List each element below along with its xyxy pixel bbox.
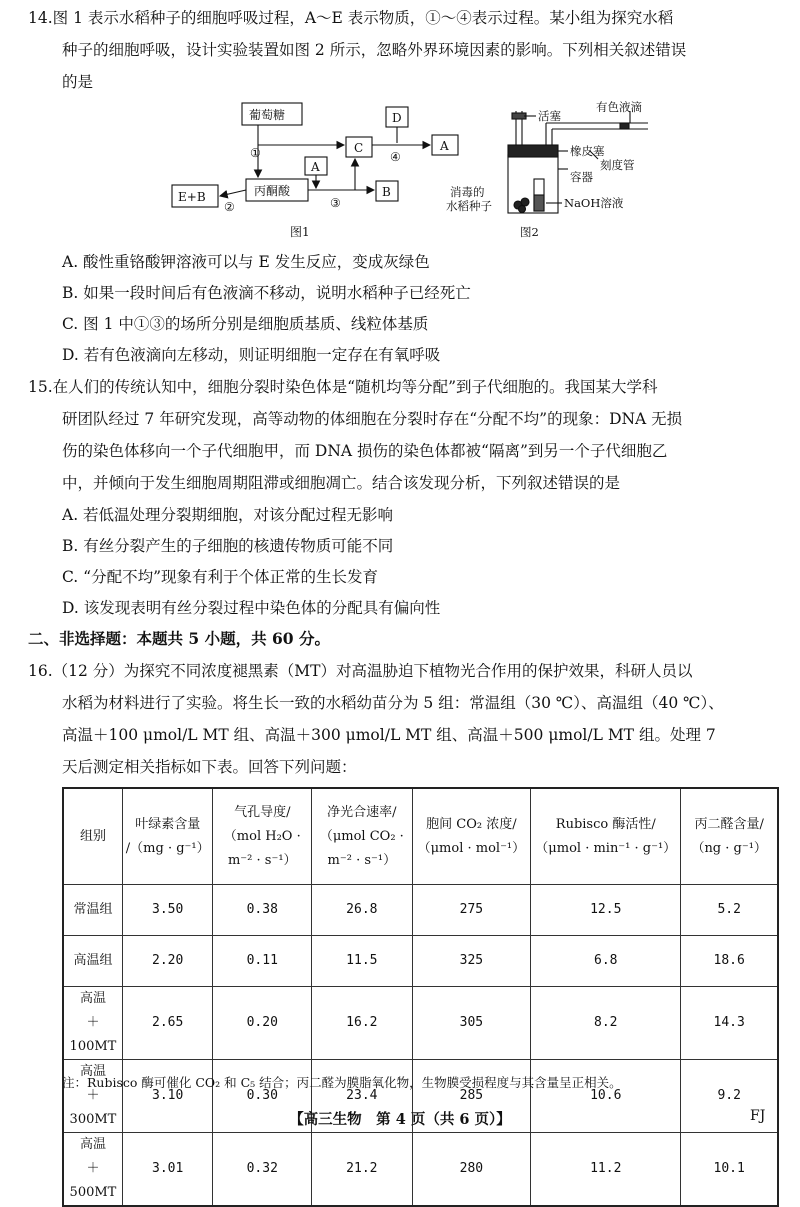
c-label: C [354, 141, 364, 155]
naoh-label: NaOH溶液 [564, 196, 624, 210]
header-chlorophyll: 叶绿素含量 /（mg · g⁻¹） [122, 788, 213, 885]
table-note: 注：Rubisco 酶可催化 CO₂ 和 C₅ 结合；丙二醛为膜脂氧化物，生物膜受损程度与其含量呈正相关。 [62, 1075, 622, 1090]
header-co2: 胞间 CO₂ 浓度/ （μmol · mol⁻¹） [412, 788, 530, 885]
page-footer: 【高三生物 第 4 页（共 6 页）】 [289, 1111, 511, 1128]
q14-option-b: B. 如果一段时间后有色液滴不移动，说明水稻种子已经死亡 [62, 284, 471, 302]
q14-stem-line3: 的是 [62, 73, 94, 91]
q14-option-c: C. 图 1 中①③的场所分别是细胞质基质、线粒体基质 [62, 315, 429, 333]
process-2: ② [224, 200, 235, 214]
q16-stem-line2: 水稻为材料进行了实验。将生长一致的水稻幼苗分为 5 组：常温组（30 ℃）、高温组（40 ℃）、 [62, 694, 724, 712]
figure1-caption: 图1 [290, 225, 310, 239]
process-1: ① [250, 146, 261, 160]
container-label: 容器 [570, 170, 593, 184]
section-heading: 二、非选择题：本题共 5 小题，共 60 分。 [28, 629, 330, 648]
q14-option-d: D. 若有色液滴向左移动，则证明细胞一定存在有氧呼吸 [62, 346, 441, 364]
header-mda: 丙二醛含量/ （ng · g⁻¹） [681, 788, 778, 885]
seeds-label-2: 水稻种子 [446, 199, 492, 213]
q14-option-a: A. 酸性重铬酸钾溶液可以与 E 发生反应，变成灰绿色 [62, 253, 430, 271]
seeds-label-1: 消毒的 [450, 185, 485, 199]
table-row: 高温 ＋100MT 2.65 0.20 16.2 305 8.2 14.3 [63, 987, 778, 1060]
stopcock-valve [512, 113, 526, 119]
header-stomatal: 气孔导度/ （mol H₂O · m⁻² · s⁻¹） [213, 788, 312, 885]
stopcock-label: 活塞 [538, 109, 561, 123]
q16-stem-line3: 高温＋100 μmol/L MT 组、高温＋300 μmol/L MT 组、高温＋500 μmol/L MT 组。处理 7 [62, 726, 716, 744]
a-right-label: A [440, 139, 449, 153]
q14-stem-line2: 种子的细胞呼吸，设计实验装置如图 2 所示，忽略外界环境因素的影响。下列相关叙述错误 [62, 41, 687, 59]
scale-tube-label: 刻度管 [600, 158, 635, 172]
a-top-label: A [311, 160, 320, 174]
q15-stem-line1: 15.在人们的传统认知中，细胞分裂时染色体是“随机均等分配”到子代细胞的。我国某大学科 [28, 378, 658, 396]
q16-stem-line1: 16.（12 分）为探究不同浓度褪黑素（MT）对高温胁迫下植物光合作用的保护效果，科研人员以 [28, 662, 693, 680]
b-label: B [382, 185, 391, 199]
q15-stem-line2: 研团队经过 7 年研究发现，高等动物的体细胞在分裂时存在“分配不均”的现象：DNA 无损 [62, 410, 683, 428]
q15-option-b: B. 有丝分裂产生的子细胞的核遗传物质可能不同 [62, 537, 394, 555]
figure2-caption: 图2 [520, 225, 539, 239]
table-row: 常温组 3.50 0.38 26.8 275 12.5 5.2 [63, 885, 778, 936]
eb-label: E+B [178, 190, 206, 204]
figure1-diagram [172, 103, 458, 207]
process-3: ③ [330, 196, 341, 210]
colored-droplet [620, 123, 629, 129]
table-row: 高温组 2.20 0.11 11.5 325 6.8 18.6 [63, 936, 778, 987]
header-photosynthesis: 净光合速率/ （μmol CO₂ · m⁻² · s⁻¹） [312, 788, 413, 885]
q15-stem-line3: 伤的染色体移向一个子代细胞甲，而 DNA 损伤的染色体都被“隔离”到另一个子代细胞乙 [62, 442, 668, 460]
q16-data-table [62, 787, 779, 1207]
q15-stem-line4: 中，并倾向于发生细胞周期阻滞或细胞凋亡。结合该发现分析，下列叙述错误的是 [62, 474, 621, 492]
q16-stem-line4: 天后测定相关指标如下表。回答下列问题： [62, 758, 357, 776]
table-row: 高温 ＋300MT 3.10 0.30 23.4 285 10.6 9.2 [63, 1060, 778, 1133]
rubber-stopper [508, 145, 558, 157]
q15-option-a: A. 若低温处理分裂期细胞，对该分配过程无影响 [62, 506, 394, 524]
header-rubisco: Rubisco 酶活性/ （μmol · min⁻¹ · g⁻¹） [531, 788, 681, 885]
q15-option-d: D. 该发现表明有丝分裂过程中染色体的分配具有偏向性 [62, 599, 441, 617]
header-group: 组别 [63, 788, 122, 885]
q15-option-c: C. “分配不均”现象有利于个体正常的生长发育 [62, 568, 379, 586]
q14-figure [150, 99, 670, 249]
process-4: ④ [390, 150, 401, 164]
table-row: 高温 ＋500MT 3.01 0.32 21.2 280 11.2 10.1 [63, 1133, 778, 1207]
d-label: D [392, 111, 402, 125]
footer-code: FJ [750, 1108, 766, 1124]
q14-stem-line1: 14.图 1 表示水稻种子的细胞呼吸过程，A～E 表示物质，①～④表示过程。某小组为探究水稻 [28, 9, 674, 27]
droplet-label: 有色液滴 [596, 100, 642, 114]
table-header-row [63, 788, 778, 885]
glucose-label: 葡萄糖 [249, 108, 286, 122]
stopper-label: 橡皮塞 [570, 144, 605, 158]
pyruvate-label: 丙酮酸 [254, 184, 291, 198]
